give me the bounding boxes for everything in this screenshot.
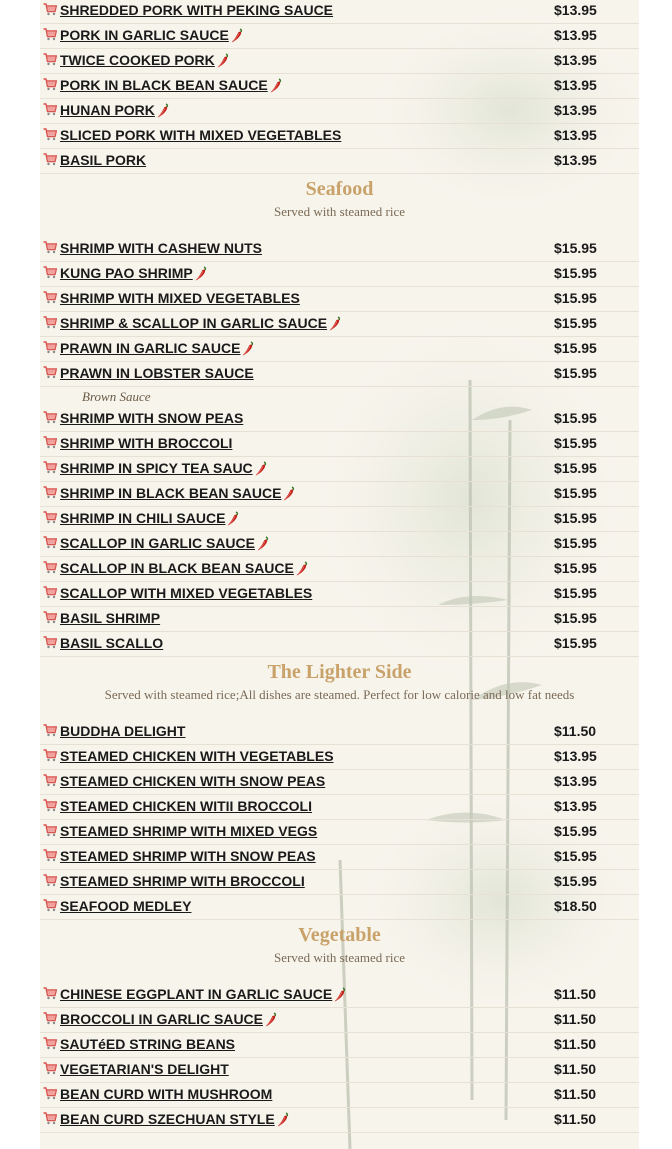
menu-item-row bbox=[40, 286, 639, 312]
menu-item-name: SHRIMP WITH CASHEW NUTS bbox=[60, 240, 262, 256]
menu-item-link[interactable] bbox=[60, 1061, 229, 1077]
menu-item-price: $13.95 bbox=[554, 52, 597, 68]
menu-item-row bbox=[40, 1057, 639, 1083]
menu-item-price: $11.50 bbox=[554, 723, 597, 739]
menu-item-link[interactable] bbox=[60, 77, 282, 93]
menu-item-price: $11.50 bbox=[554, 1036, 597, 1052]
menu-item-row bbox=[40, 581, 639, 607]
menu-item-row bbox=[40, 506, 639, 532]
menu-item-link[interactable] bbox=[60, 773, 325, 789]
menu-item-price: $15.95 bbox=[554, 265, 597, 281]
menu-item-price: $13.95 bbox=[554, 77, 597, 93]
menu-item-name: BEAN CURD SZECHUAN STYLE bbox=[60, 1111, 275, 1127]
menu-item-price: $15.95 bbox=[554, 848, 597, 864]
menu-item-row bbox=[40, 606, 639, 632]
menu-item-row bbox=[40, 794, 639, 820]
menu-item-row bbox=[40, 1107, 639, 1133]
menu-item-price: $11.50 bbox=[554, 1086, 597, 1102]
menu-item-name: KUNG PAO SHRIMP bbox=[60, 265, 193, 281]
shopping-cart-icon[interactable] bbox=[43, 586, 57, 599]
menu-item-row bbox=[40, 769, 639, 795]
shopping-cart-icon[interactable] bbox=[43, 241, 57, 254]
menu-item-link[interactable] bbox=[60, 52, 229, 68]
menu-item-price: $15.95 bbox=[554, 823, 597, 839]
section-subtitle: Served with steamed rice bbox=[273, 950, 406, 965]
shopping-cart-icon[interactable] bbox=[43, 1062, 57, 1075]
menu-item-row bbox=[40, 481, 639, 507]
section-title: Vegetable bbox=[298, 924, 381, 946]
menu-item-name: PRAWN IN GARLIC SAUCE bbox=[60, 340, 241, 356]
menu-item-name: BEAN CURD WITH MUSHROOM bbox=[60, 1086, 273, 1102]
menu-item-row bbox=[40, 336, 639, 362]
menu-item-link[interactable] bbox=[60, 748, 334, 764]
menu-item-link[interactable] bbox=[60, 898, 191, 914]
menu-item-link[interactable] bbox=[60, 635, 163, 651]
menu-item-price: $13.95 bbox=[554, 127, 597, 143]
shopping-cart-icon[interactable] bbox=[43, 824, 57, 837]
menu-item-name: HUNAN PORK bbox=[60, 102, 155, 118]
menu-item-price: $13.95 bbox=[554, 102, 597, 118]
menu-item-name: STEAMED SHRIMP WITH BROCCOLI bbox=[60, 873, 305, 889]
chili-pepper-icon bbox=[155, 102, 169, 118]
menu-item-link[interactable] bbox=[60, 798, 312, 814]
chili-pepper-icon bbox=[215, 52, 229, 68]
menu-item-name: STEAMED SHRIMP WITH SNOW PEAS bbox=[60, 848, 316, 864]
menu-item-name: SHRIMP IN CHILI SAUCE bbox=[60, 510, 226, 526]
chili-pepper-icon bbox=[281, 485, 295, 501]
shopping-cart-icon[interactable] bbox=[43, 28, 57, 41]
menu-item-price: $11.50 bbox=[554, 1061, 597, 1077]
menu-item-name: BASIL SCALLO bbox=[60, 635, 164, 651]
menu-item-link[interactable] bbox=[60, 365, 254, 381]
menu-item-link[interactable] bbox=[60, 1086, 272, 1102]
chili-pepper-icon bbox=[263, 1011, 277, 1027]
menu-item-row bbox=[40, 48, 639, 74]
menu-item-name: STEAMED CHICKEN WITH SNOW PEAS bbox=[60, 773, 326, 789]
menu-item-link[interactable] bbox=[60, 585, 312, 601]
menu-item-price: $11.50 bbox=[554, 986, 597, 1002]
menu-item-price: $15.95 bbox=[554, 560, 597, 576]
shopping-cart-icon[interactable] bbox=[43, 291, 57, 304]
menu-item-link[interactable] bbox=[60, 848, 316, 864]
menu-item-link[interactable] bbox=[60, 27, 243, 43]
menu-item-row bbox=[40, 719, 639, 745]
menu-item-name: SHRIMP IN BLACK BEAN SAUCE bbox=[60, 485, 282, 501]
shopping-cart-icon[interactable] bbox=[43, 987, 57, 1000]
menu-item-name: PORK IN BLACK BEAN SAUCE bbox=[60, 77, 268, 93]
menu-item-row bbox=[40, 531, 639, 557]
menu-item-link[interactable] bbox=[60, 435, 232, 451]
menu-item-row bbox=[40, 869, 639, 895]
menu-item-link[interactable] bbox=[60, 560, 308, 576]
menu-item-price: $11.50 bbox=[554, 1111, 597, 1127]
menu-item-name: VEGETARIAN'S DELIGHT bbox=[60, 1061, 229, 1077]
menu-item-price: $15.95 bbox=[554, 535, 597, 551]
menu-item-name: SLICED PORK WITH MIXED VEGETABLES bbox=[60, 127, 342, 143]
chili-pepper-icon bbox=[275, 1111, 289, 1127]
menu-item-price: $15.95 bbox=[554, 315, 597, 331]
shopping-cart-icon[interactable] bbox=[43, 266, 57, 279]
menu-item-row bbox=[40, 1007, 639, 1033]
menu-item-price: $13.95 bbox=[554, 2, 597, 18]
shopping-cart-icon[interactable] bbox=[43, 153, 57, 166]
shopping-cart-icon[interactable] bbox=[43, 53, 57, 66]
menu-item-link[interactable] bbox=[60, 1011, 277, 1027]
menu-item-link[interactable] bbox=[60, 723, 185, 739]
section-title: Seafood bbox=[305, 178, 374, 200]
shopping-cart-icon[interactable] bbox=[43, 341, 57, 354]
menu-item-price: $15.95 bbox=[554, 410, 597, 426]
shopping-cart-icon[interactable] bbox=[43, 486, 57, 499]
menu-item-name: BASIL SHRIMP bbox=[60, 610, 161, 626]
chili-pepper-icon bbox=[294, 560, 308, 576]
shopping-cart-icon[interactable] bbox=[43, 411, 57, 424]
menu-item-link[interactable] bbox=[60, 510, 239, 526]
chili-pepper-icon bbox=[327, 315, 341, 331]
shopping-cart-icon[interactable] bbox=[43, 874, 57, 887]
shopping-cart-icon[interactable] bbox=[43, 1112, 57, 1125]
menu-item-link[interactable] bbox=[60, 152, 146, 168]
section-title: The Lighter Side bbox=[267, 661, 412, 683]
menu-item-name: BASIL PORK bbox=[60, 152, 147, 168]
menu-item-name: SHREDDED PORK WITH PEKING SAUCE bbox=[60, 2, 334, 18]
menu-item-row bbox=[40, 556, 639, 582]
menu-item-price: $13.95 bbox=[554, 27, 597, 43]
shopping-cart-icon[interactable] bbox=[43, 461, 57, 474]
menu-item-price: $15.95 bbox=[554, 365, 597, 381]
chili-pepper-icon bbox=[332, 986, 346, 1002]
menu-item-row bbox=[40, 236, 639, 262]
menu-item-price: $13.95 bbox=[554, 773, 597, 789]
section-subtitle: Served with steamed rice;All dishes are steamed. Perfect for low calorie and low fat needs bbox=[104, 687, 575, 702]
menu-item-name: BROCCOLI IN GARLIC SAUCE bbox=[60, 1011, 263, 1027]
menu-item-name: SCALLOP IN GARLIC SAUCE bbox=[60, 535, 255, 551]
menu-item-price: $15.95 bbox=[554, 240, 597, 256]
menu-item-name: SHRIMP & SCALLOP IN GARLIC SAUCE bbox=[60, 315, 328, 331]
menu-item-name: SHRIMP WITH SNOW PEAS bbox=[60, 410, 244, 426]
menu-item-name: SCALLOP IN BLACK BEAN SAUCE bbox=[60, 560, 294, 576]
menu-item-name: PORK IN GARLIC SAUCE bbox=[60, 27, 229, 43]
menu-item-link[interactable] bbox=[60, 1111, 289, 1127]
chili-pepper-icon bbox=[229, 27, 243, 43]
menu-item-row bbox=[40, 73, 639, 99]
shopping-cart-icon[interactable] bbox=[43, 128, 57, 141]
menu-item-link[interactable] bbox=[60, 986, 346, 1002]
shopping-cart-icon[interactable] bbox=[43, 1037, 57, 1050]
menu-item-row bbox=[40, 431, 639, 457]
menu-item-row bbox=[40, 98, 639, 124]
shopping-cart-icon[interactable] bbox=[43, 774, 57, 787]
shopping-cart-icon[interactable] bbox=[43, 536, 57, 549]
menu-item-name: CHINESE EGGPLANT IN GARLIC SAUCE bbox=[60, 986, 333, 1002]
chili-pepper-icon bbox=[253, 460, 267, 476]
shopping-cart-icon[interactable] bbox=[43, 636, 57, 649]
menu-item-price: $15.95 bbox=[554, 585, 597, 601]
shopping-cart-icon[interactable] bbox=[43, 1087, 57, 1100]
chili-pepper-icon bbox=[225, 510, 239, 526]
menu-item-name: STEAMED CHICKEN WITII BROCCOLI bbox=[60, 798, 312, 814]
menu-item-price: $15.95 bbox=[554, 510, 597, 526]
menu-item-price: $15.95 bbox=[554, 290, 597, 306]
menu-item-link[interactable] bbox=[60, 610, 160, 626]
menu-item-name: TWICE COOKED PORK bbox=[60, 52, 215, 68]
menu-item-price: $15.95 bbox=[554, 460, 597, 476]
menu-item-price: $15.95 bbox=[554, 485, 597, 501]
menu-item-row bbox=[40, 0, 639, 24]
menu-item-name: SHRIMP IN SPICY TEA SAUC bbox=[60, 460, 253, 476]
menu-item-price: $18.50 bbox=[554, 898, 597, 914]
menu-item-link[interactable] bbox=[60, 2, 333, 18]
menu-item-row bbox=[40, 894, 639, 920]
chili-pepper-icon bbox=[255, 535, 269, 551]
menu-item-link[interactable] bbox=[60, 265, 207, 281]
menu-item-name: PRAWN IN LOBSTER SAUCE bbox=[60, 365, 254, 381]
menu-item-row bbox=[40, 456, 639, 482]
shopping-cart-icon[interactable] bbox=[43, 749, 57, 762]
menu-item-link[interactable] bbox=[60, 102, 169, 118]
menu-item-row bbox=[40, 361, 639, 387]
menu-item-link[interactable] bbox=[60, 240, 262, 256]
menu-item-price: $13.95 bbox=[554, 798, 597, 814]
menu-item-link[interactable] bbox=[60, 410, 243, 426]
menu-item-price: $15.95 bbox=[554, 873, 597, 889]
menu-item-name: BUDDHA DELIGHT bbox=[60, 723, 186, 739]
shopping-cart-icon[interactable] bbox=[43, 316, 57, 329]
menu-item-row bbox=[40, 148, 639, 174]
menu-item-link[interactable] bbox=[60, 460, 267, 476]
menu-panel bbox=[40, 0, 639, 1149]
menu-item-price: $13.95 bbox=[554, 748, 597, 764]
menu-item-price: $15.95 bbox=[554, 435, 597, 451]
menu-item-link[interactable] bbox=[60, 485, 295, 501]
shopping-cart-icon[interactable] bbox=[43, 3, 57, 16]
menu-item-row bbox=[40, 1032, 639, 1058]
menu-item-price: $15.95 bbox=[554, 340, 597, 356]
menu-item-name: SAUTéED STRING BEANS bbox=[60, 1036, 236, 1052]
menu-item-name: STEAMED SHRIMP WITH MIXED VEGS bbox=[60, 823, 318, 839]
menu-item-price: $15.95 bbox=[554, 610, 597, 626]
menu-item-name: STEAMED CHICKEN WITH VEGETABLES bbox=[60, 748, 334, 764]
menu-item-link[interactable] bbox=[60, 1036, 235, 1052]
menu-item-price: $15.95 bbox=[554, 635, 597, 651]
shopping-cart-icon[interactable] bbox=[43, 103, 57, 116]
shopping-cart-icon[interactable] bbox=[43, 724, 57, 737]
shopping-cart-icon[interactable] bbox=[43, 899, 57, 912]
menu-item-link[interactable] bbox=[60, 535, 269, 551]
chili-pepper-icon bbox=[193, 265, 207, 281]
menu-item-row bbox=[40, 844, 639, 870]
menu-item-name: SHRIMP WITH BROCCOLI bbox=[60, 435, 233, 451]
menu-item-price: $13.95 bbox=[554, 152, 597, 168]
menu-item-row bbox=[40, 1082, 639, 1108]
menu-item-name: SEAFOOD MEDLEY bbox=[60, 898, 192, 914]
menu-item-link[interactable] bbox=[60, 290, 300, 306]
menu-item-note: Brown Sauce bbox=[82, 389, 151, 404]
shopping-cart-icon[interactable] bbox=[43, 436, 57, 449]
menu-item-link[interactable] bbox=[60, 823, 317, 839]
menu-item-row bbox=[40, 631, 639, 657]
shopping-cart-icon[interactable] bbox=[43, 799, 57, 812]
menu-item-name: SCALLOP WITH MIXED VEGETABLES bbox=[60, 585, 313, 601]
shopping-cart-icon[interactable] bbox=[43, 511, 57, 524]
menu-item-link[interactable] bbox=[60, 127, 341, 143]
shopping-cart-icon[interactable] bbox=[43, 611, 57, 624]
shopping-cart-icon[interactable] bbox=[43, 78, 57, 91]
menu-item-link[interactable] bbox=[60, 873, 305, 889]
chili-pepper-icon bbox=[240, 340, 254, 356]
menu-item-row bbox=[40, 744, 639, 770]
menu-item-link[interactable] bbox=[60, 340, 254, 356]
menu-item-name: SHRIMP WITH MIXED VEGETABLES bbox=[60, 290, 300, 306]
menu-item-price: $11.50 bbox=[554, 1011, 597, 1027]
menu-item-link[interactable] bbox=[60, 315, 341, 331]
menu-item-row bbox=[40, 982, 639, 1008]
shopping-cart-icon[interactable] bbox=[43, 366, 57, 379]
shopping-cart-icon[interactable] bbox=[43, 561, 57, 574]
menu-item-row bbox=[40, 23, 639, 49]
section-subtitle: Served with steamed rice bbox=[273, 204, 406, 219]
shopping-cart-icon[interactable] bbox=[43, 849, 57, 862]
menu-item-row bbox=[40, 261, 639, 287]
shopping-cart-icon[interactable] bbox=[43, 1012, 57, 1025]
menu-item-row bbox=[40, 406, 639, 432]
menu-item-row bbox=[40, 123, 639, 149]
menu-item-row bbox=[40, 819, 639, 845]
menu-item-row bbox=[40, 311, 639, 337]
chili-pepper-icon bbox=[268, 77, 282, 93]
